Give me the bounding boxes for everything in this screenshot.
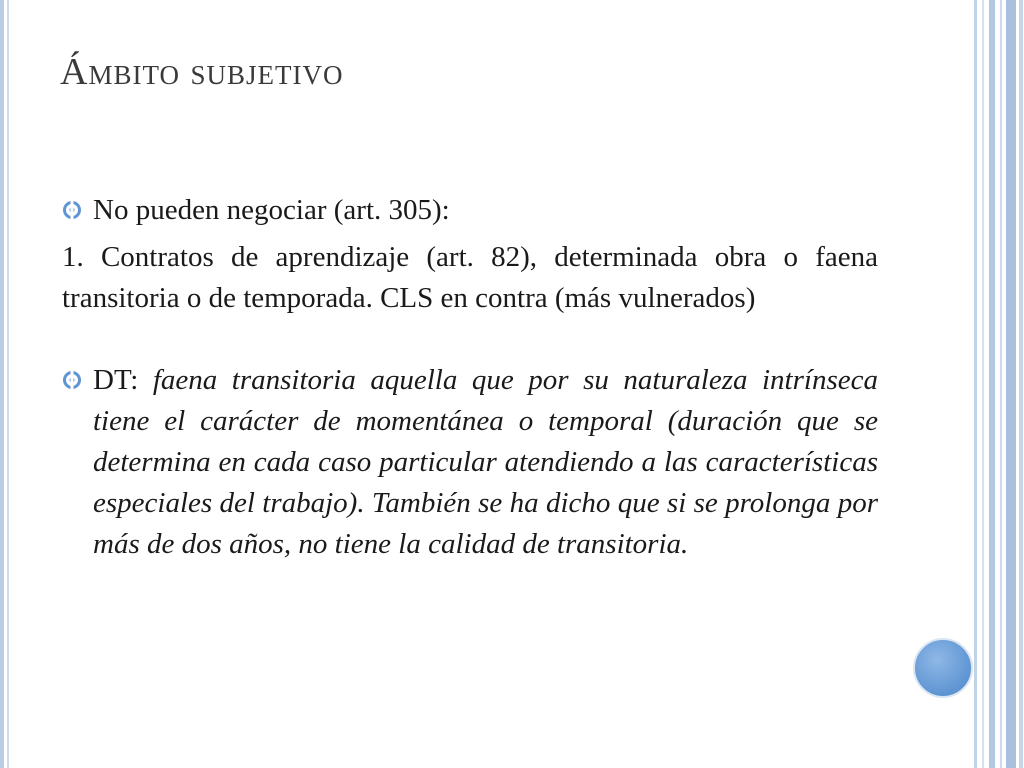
slide-title: Ámbito subjetivo	[60, 51, 344, 93]
paragraph-contratos	[62, 237, 878, 319]
spacer	[62, 319, 878, 360]
bullet-item-2-prefix: DT:	[93, 364, 153, 396]
bullet-item-1-text: No pueden negociar (art. 305):	[93, 194, 450, 226]
bullet-circle-icon	[62, 370, 82, 390]
bullet-item-2-italic-text: faena transitoria aquella que por su naturaleza intrínseca tiene el carácter de momentánea o temporal (duración que se determina en cada caso particular atendiendo a las características especiales del trabajo). También se ha dicho que si se prolonga por más de dos años, no tiene la calidad de transitoria.	[93, 364, 878, 560]
decorative-circle	[913, 638, 973, 698]
bullet-item-1	[62, 190, 878, 231]
right-decorative-stripes	[970, 0, 1024, 768]
slide-body	[62, 190, 878, 565]
bullet-item-2	[62, 360, 878, 565]
left-decorative-stripes	[0, 0, 14, 768]
bullet-circle-icon	[62, 200, 82, 220]
paragraph-contratos-text: 1. Contratos de aprendizaje (art. 82), determinada obra o faena transitoria o de temporada. CLS en contra (más vulnerados)	[62, 241, 878, 314]
